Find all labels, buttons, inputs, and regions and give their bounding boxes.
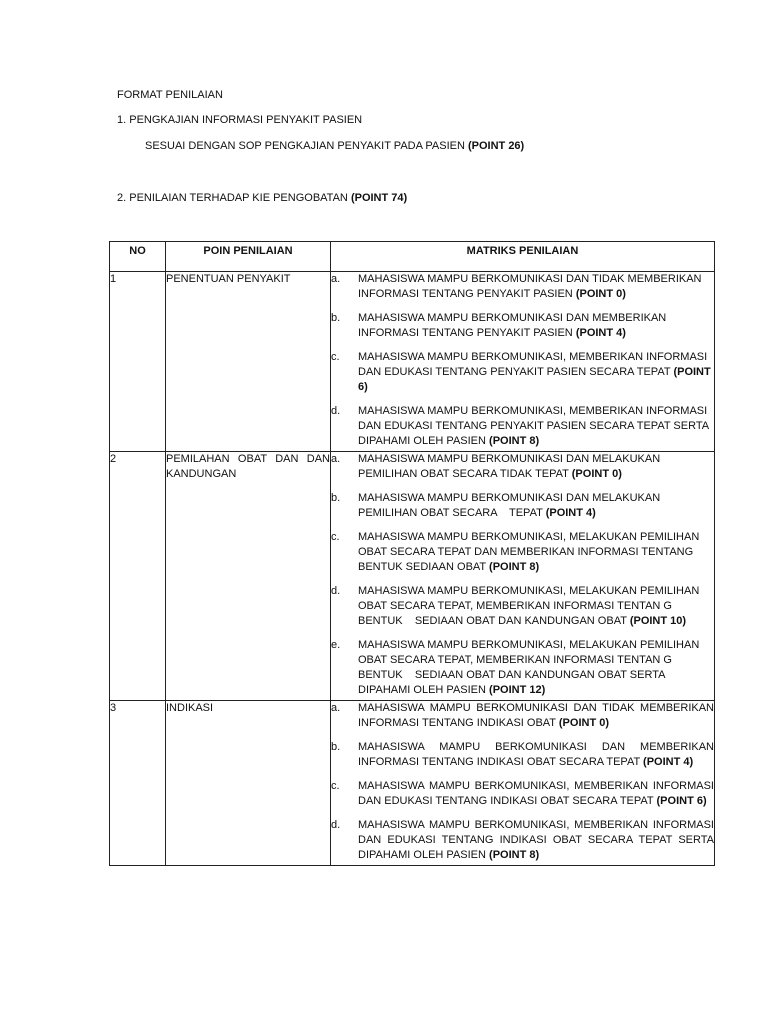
list-item (331, 638, 714, 698)
item-text (358, 584, 714, 629)
item-point: (POINT 8) (489, 561, 540, 573)
item-point: (POINT 6) (358, 366, 711, 393)
row-criteria: PEMILAHAN OBAT DAN DAN KANDUNGAN (166, 452, 331, 701)
item-letter: b. (331, 312, 341, 324)
item-point: (POINT 4) (545, 507, 596, 519)
item-point: (POINT 8) (489, 435, 540, 447)
document-heading: FORMAT PENILAIAN (117, 89, 223, 101)
item-text (358, 404, 714, 449)
list-item (331, 818, 714, 863)
list-item (331, 272, 714, 302)
list-item (331, 311, 714, 341)
item-point: (POINT 10) (629, 615, 687, 627)
list-item (331, 491, 714, 521)
item-point: (POINT 6) (656, 795, 707, 807)
section-2-title-point: (POINT 74) (350, 192, 408, 204)
item-point: (POINT 12) (489, 684, 546, 696)
list-item (331, 584, 714, 629)
list-item (331, 404, 714, 449)
assessment-table (109, 241, 715, 866)
row-criteria: PENENTUAN PENYAKIT (166, 272, 331, 452)
item-description: MAHASISWA MAMPU BERKOMUNIKASI DAN MEMBERIKAN INFORMASI TENTANG INDIKASI OBAT SECARA TEPAT (358, 741, 714, 768)
list-item (331, 350, 714, 395)
item-letter: a. (331, 702, 341, 714)
item-text (358, 638, 714, 698)
row-criteria: INDIKASI (166, 701, 331, 866)
item-letter: c. (331, 780, 340, 792)
item-description: MAHASISWA MAMPU BERKOMUNIKASI, MEMBERIKAN INFORMASI DAN EDUKASI TENTANG PENYAKIT PASIEN SECARA TEPAT (358, 351, 708, 378)
item-point: (POINT 0) (575, 288, 626, 300)
item-text (358, 350, 714, 395)
header-no: NO (110, 242, 166, 272)
list-item (331, 530, 714, 575)
item-text (358, 530, 714, 575)
item-text (358, 452, 714, 482)
header-matriks-penilaian: MATRIKS PENILAIAN (331, 242, 715, 272)
table-row (110, 701, 715, 866)
item-letter: e. (331, 639, 341, 651)
item-description: MAHASISWA MAMPU BERKOMUNIKASI, MEMBERIKAN INFORMASI DAN EDUKASI TENTANG PENYAKIT PASIEN SECARA TEPAT SERTA DIPAHAMI OLEH PASIEN (358, 405, 709, 447)
item-description: MAHASISWA MAMPU BERKOMUNIKASI, MEMBERIKAN INFORMASI DAN EDUKASI TENTANG INDIKASI OBAT SECARA TEPAT SERTA DIPAHAMI OLEH PASIEN (358, 819, 714, 861)
item-letter: b. (331, 492, 341, 504)
section-1-subtext (145, 139, 524, 154)
item-text (358, 311, 714, 341)
item-description: MAHASISWA MAMPU BERKOMUNIKASI, MELAKUKAN PEMILIHAN OBAT SECARA TEPAT DAN MEMBERIKAN INFORMASI TENTANG BENTUK SEDIAAN OBAT (358, 531, 700, 573)
item-letter: d. (331, 405, 341, 417)
section-1-sub-point: (POINT 26) (467, 140, 525, 152)
item-description: MAHASISWA MAMPU BERKOMUNIKASI DAN TIDAK MEMBERIKAN INFORMASI TENTANG PENYAKIT PASIEN (358, 273, 702, 300)
item-point: (POINT 0) (558, 717, 610, 729)
item-text (358, 740, 714, 770)
item-description: MAHASISWA MAMPU BERKOMUNIKASI DAN MELAKUKAN PEMILIHAN OBAT SECARA TEPAT (358, 492, 664, 519)
item-letter: a. (331, 453, 341, 465)
row-number: 3 (110, 701, 166, 866)
header-poin-penilaian: POIN PENILAIAN (166, 242, 331, 272)
list-item (331, 701, 714, 731)
item-letter: c. (331, 531, 340, 543)
item-text (358, 701, 714, 731)
table-header-row (110, 242, 715, 272)
row-number: 1 (110, 272, 166, 452)
list-item (331, 779, 714, 809)
item-letter: d. (331, 819, 341, 831)
row-matrix (331, 272, 715, 452)
list-item (331, 740, 714, 770)
item-letter: a. (331, 273, 341, 285)
item-description: MAHASISWA MAMPU BERKOMUNIKASI, MELAKUKAN PEMILIHAN OBAT SECARA TEPAT, MEMBERIKAN INFORMASI TENTAN G BENTUK SEDIAAN OBAT DAN KANDUNGAN OBAT (358, 585, 703, 627)
section-1-sub-text: SESUAI DENGAN SOP PENGKAJIAN PENYAKIT PADA PASIEN (145, 140, 465, 152)
item-point: (POINT 4) (575, 327, 626, 339)
table-row (110, 272, 715, 452)
item-point: (POINT 0) (571, 468, 622, 480)
item-point: (POINT 4) (643, 756, 694, 768)
item-description: MAHASISWA MAMPU BERKOMUNIKASI DAN MEMBERIKAN INFORMASI TENTANG PENYAKIT PASIEN (358, 312, 667, 339)
item-text (358, 818, 714, 863)
list-item (331, 452, 714, 482)
item-point: (POINT 8) (489, 849, 540, 861)
item-letter: d. (331, 585, 341, 597)
item-description: MAHASISWA MAMPU BERKOMUNIKASI, MELAKUKAN PEMILIHAN OBAT SECARA TEPAT, MEMBERIKAN INFORMASI TENTAN G BENTUK SEDIAAN OBAT DAN KANDUNGAN OBAT SERTA DIPAHAMI OLEH PASIEN (358, 639, 703, 696)
item-letter: c. (331, 351, 340, 363)
item-text (358, 272, 714, 302)
item-description: MAHASISWA MAMPU BERKOMUNIKASI DAN TIDAK MEMBERIKAN INFORMASI TENTANG INDIKASI OBAT (358, 702, 714, 729)
table-row (110, 452, 715, 701)
row-matrix (331, 701, 715, 866)
item-description: MAHASISWA MAMPU BERKOMUNIKASI DAN MELAKUKAN PEMILIHAN OBAT SECARA TIDAK TEPAT (358, 453, 661, 480)
item-text (358, 491, 714, 521)
section-2-title-line (117, 191, 407, 206)
item-letter: b. (331, 741, 341, 753)
section-1-title: 1. PENGKAJIAN INFORMASI PENYAKIT PASIEN (117, 114, 363, 126)
section-2-title: 2. PENILAIAN TERHADAP KIE PENGOBATAN (117, 192, 348, 204)
item-description: MAHASISWA MAMPU BERKOMUNIKASI, MEMBERIKAN INFORMASI DAN EDUKASI TENTANG INDIKASI OBAT SECARA TEPAT (358, 780, 714, 807)
item-text (358, 779, 714, 809)
row-number: 2 (110, 452, 166, 701)
row-matrix (331, 452, 715, 701)
